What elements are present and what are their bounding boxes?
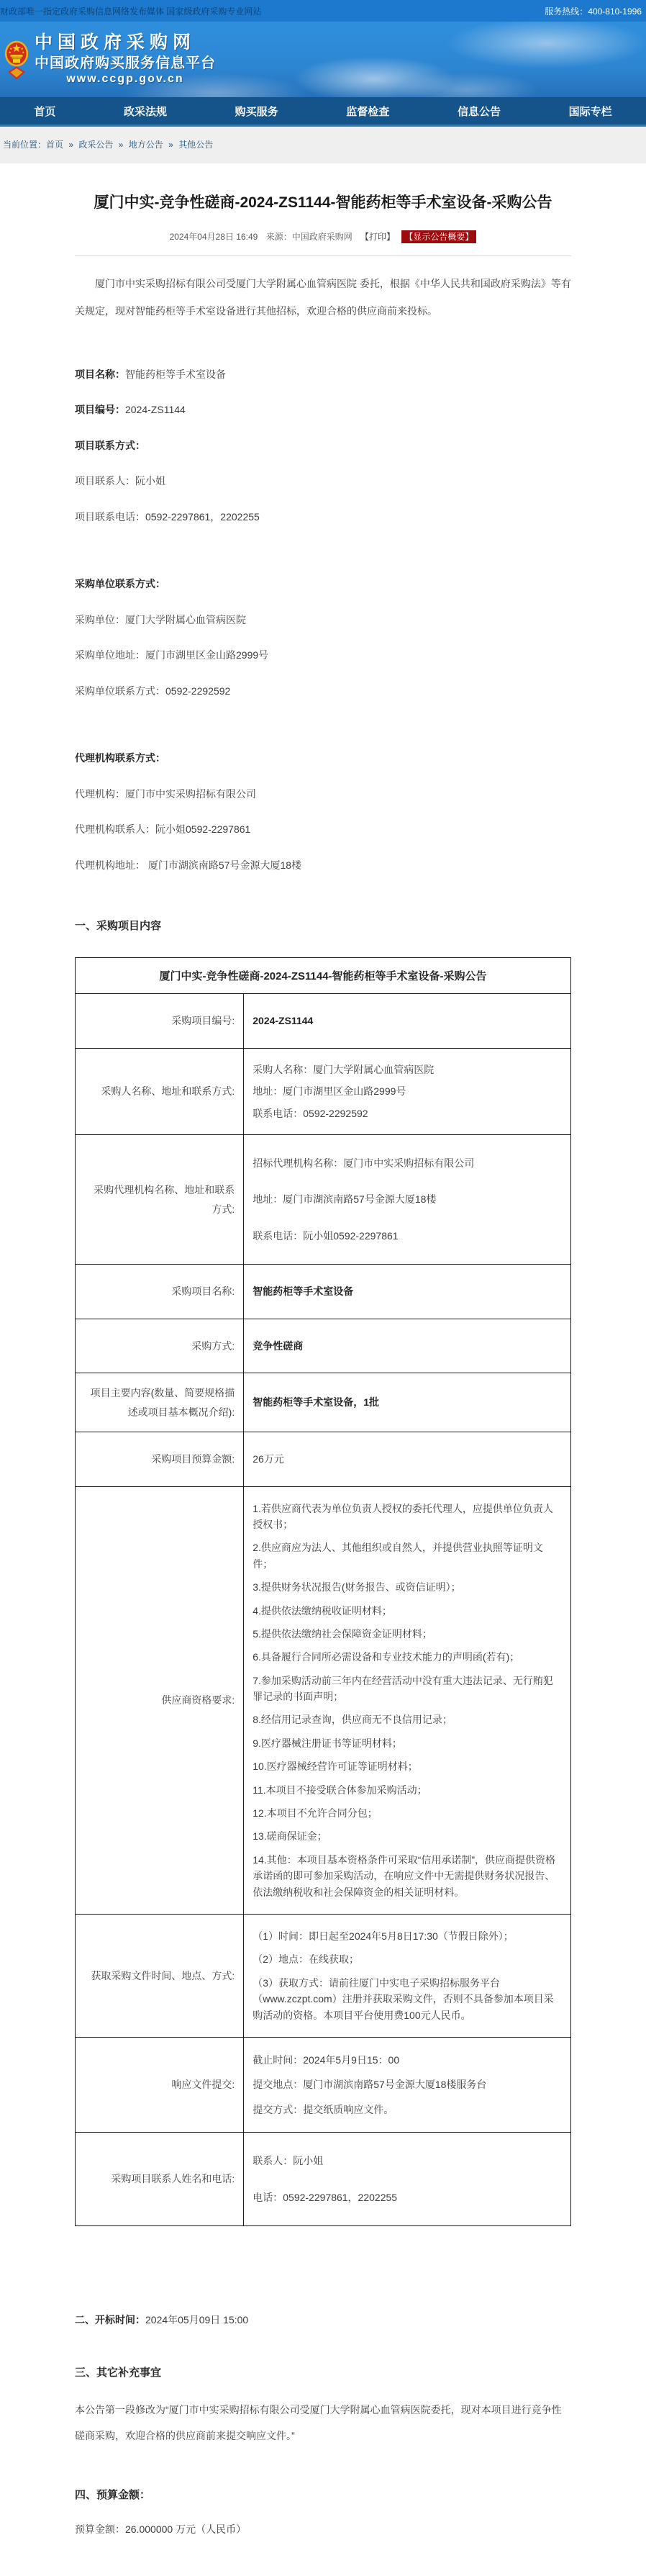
- cell-line: 招标代理机构名称：厦门市中实采购招标有限公司: [253, 1157, 475, 1170]
- nav-item-regulations[interactable]: 政采法规: [123, 105, 167, 118]
- site-banner: [0, 22, 646, 97]
- nav-item-international[interactable]: 国际专栏: [568, 105, 612, 118]
- opening-time-label: 二、开标时间：: [75, 2313, 145, 2326]
- response-submission-cell: [244, 2037, 571, 2132]
- cell-line: 截止时间：2024年5月9日15：00: [253, 2053, 400, 2066]
- table-row: [76, 1319, 571, 1373]
- nav-item-announcements[interactable]: 信息公告: [457, 105, 501, 118]
- qualification-item: 12.本项目不允许合同分包；: [253, 1807, 378, 1820]
- qualification-item: 2.供应商应为法人、其他组织或自然人，并提供营业执照等证明文件；: [253, 1542, 543, 1570]
- agency-info-cell: [244, 1135, 571, 1265]
- row-label: 供应商资格要求:: [76, 1486, 244, 1914]
- qualification-item: 9.医疗器械注册证书等证明材料；: [253, 1737, 402, 1749]
- section-heading-contents: 一、采购项目内容: [75, 920, 162, 933]
- cell-line: 联系人：阮小姐: [253, 2155, 324, 2167]
- field-line: 采购单位联系方式：: [75, 578, 165, 590]
- table-row: [76, 1135, 571, 1265]
- qualification-item: 10.医疗器械经营许可证等证明材料；: [253, 1761, 418, 1773]
- national-emblem-icon: [4, 40, 29, 80]
- budget-value: 26万元: [253, 1453, 284, 1465]
- procurement-table: [75, 957, 571, 2225]
- cell-line: 提交地点：厦门市湖滨南路57号金源大厦18楼服务台: [253, 2079, 487, 2091]
- service-hotline: 服务热线：400-810-1996: [545, 6, 642, 17]
- qualification-item: 3.提供财务状况报告(财务报告、或资信证明）；: [253, 1581, 461, 1594]
- table-row: [76, 1265, 571, 1319]
- breadcrumb-local-announcements[interactable]: 地方公告: [128, 140, 163, 150]
- page-title: 厦门中实-竞争性磋商-2024-ZS1144-智能药柜等手术室设备-采购公告: [94, 194, 552, 211]
- cell-line: 地址：厦门市湖里区金山路2999号: [253, 1085, 406, 1098]
- top-utility-bar: [0, 0, 646, 22]
- table-row: [76, 2133, 571, 2226]
- table-row: [76, 1486, 571, 1914]
- table-row: [76, 2037, 571, 2132]
- nav-item-home[interactable]: 首页: [34, 105, 56, 118]
- site-url: www.ccgp.gov.cn: [66, 72, 184, 85]
- cell-line: 电话：0592-2297861，2202255: [253, 2191, 398, 2203]
- qualification-item: 5.提供依法缴纳社会保障资金证明材料；: [253, 1627, 432, 1640]
- cell-line: 联系电话：0592-2292592: [253, 1107, 368, 1119]
- table-row: [76, 994, 571, 1048]
- site-slogan: 财政部唯一指定政府采购信息网络发布媒体 国家级政府采购专业网站: [0, 6, 262, 17]
- section-heading-budget: 四、预算金额：: [75, 2488, 151, 2501]
- site-logo[interactable]: [0, 33, 216, 85]
- field-line: 项目联系电话：0592-2297861，2202255: [75, 510, 260, 523]
- field-line: 项目联系人：阮小姐: [75, 475, 165, 487]
- opening-time-value: 2024年05月09日 15:00: [145, 2313, 249, 2326]
- cell-line: （1）时间：即日起至2024年5月8日17:30（节假日除外）；: [253, 1930, 514, 1942]
- cell-line: 地址：厦门市湖滨南路57号金源大厦18楼: [253, 1193, 437, 1206]
- article-content: [75, 163, 571, 2558]
- cell-line: （2）地点：在线获取；: [253, 1953, 360, 1966]
- article-source: 来源：中国政府采购网: [265, 232, 352, 243]
- qualification-item: 6.具备履行合同所必需设备和专业技术能力的声明函(若有)；: [253, 1651, 520, 1663]
- project-contact-cell: [244, 2133, 571, 2226]
- table-row: [76, 958, 571, 994]
- table-row: [76, 1915, 571, 2038]
- qualification-item: 8.经信用记录查询，供应商无不良信用记录；: [253, 1714, 452, 1726]
- row-label: 采购方式:: [76, 1319, 244, 1373]
- breadcrumb-separator: »: [118, 140, 124, 150]
- table-title-cell: 厦门中实-竞争性磋商-2024-ZS1144-智能药柜等手术室设备-采购公告: [76, 958, 571, 994]
- cell-line: 联系电话：阮小姐0592-2297861: [253, 1229, 399, 1242]
- row-label: 项目主要内容(数量、简要规格描述或项目基本概况介绍):: [76, 1373, 244, 1432]
- row-label: 采购项目预算金额:: [76, 1432, 244, 1486]
- project-info-group: [75, 357, 571, 535]
- field-line: 项目联系方式：: [75, 439, 145, 451]
- document-acquisition-cell: [244, 1915, 571, 2038]
- other-notes-paragraph: 本公告第一段修改为“厦门市中实采购招标有限公司受厦门大学附属心血管病医院委托，现对本项目进行竞争性磋商采购，欢迎合格的供应商前来提交响应文件。”: [75, 2403, 562, 2442]
- row-label: 获取采购文件时间、地点、方式:: [76, 1915, 244, 2038]
- project-number-value: 2024-ZS1144: [253, 1015, 314, 1027]
- field-line: 项目名称：智能药柜等手术室设备: [75, 368, 226, 380]
- breadcrumb-separator: »: [168, 140, 173, 150]
- row-label: 采购项目名称:: [76, 1265, 244, 1319]
- field-line: 代理机构联系人：阮小姐0592-2297861: [75, 823, 251, 836]
- site-logo-text: [35, 33, 216, 85]
- qualification-item: 4.提供依法缴纳税收证明材料；: [253, 1604, 392, 1617]
- budget-amount-line: 预算金额：26.000000 万元（人民币）: [75, 2523, 247, 2535]
- opening-time-line: [75, 2313, 571, 2327]
- cell-line: （3）获取方式：请前往厦门中实电子采购招标服务平台（www.zczpt.com）注册并获取采购文件，否则不具备参加本项目采购活动的资格。本项目平台使用费100元人民币。: [253, 1976, 554, 2021]
- field-line: 代理机构地址： 厦门市湖滨南路57号金源大厦18楼: [75, 859, 302, 871]
- row-label: 采购人名称、地址和联系方式:: [76, 1048, 244, 1134]
- breadcrumb-separator: »: [68, 140, 74, 150]
- qualification-item: 13.磋商保证金；: [253, 1830, 327, 1843]
- qualification-item: 14.其他：本项目基本资格条件可采取“信用承诺制”，供应商提供资格承诺函的即可参加采购活动，在响应文件中无需提供财务状况报告、依法缴纳税收和社会保障资金的相关证明材料。: [253, 1853, 556, 1898]
- breadcrumb: [0, 127, 646, 163]
- breadcrumb-other-announcements[interactable]: 其他公告: [178, 140, 214, 150]
- agency-contact-group: [75, 741, 571, 883]
- print-button[interactable]: 【打印】: [360, 232, 396, 243]
- supplier-qualifications-cell: [244, 1486, 571, 1914]
- intro-paragraph: 厦门市中实采购招标有限公司受厦门大学附属心血管病医院 委托，根据《中华人民共和国政府采购法》等有关规定，现对智能药柜等手术室设备进行其他招标，欢迎合格的供应商前来投标。: [75, 278, 571, 317]
- breadcrumb-gov-announcements[interactable]: 政采公告: [78, 140, 114, 150]
- field-line: 采购单位地址：厦门市湖里区金山路2999号: [75, 649, 269, 661]
- field-line: 采购单位联系方式：0592-2292592: [75, 684, 231, 697]
- article-meta: [75, 230, 571, 243]
- row-label: 响应文件提交:: [76, 2037, 244, 2132]
- project-name-value: 智能药柜等手术室设备: [253, 1285, 354, 1298]
- table-row: [76, 1432, 571, 1486]
- field-line: 项目编号：2024-ZS1144: [75, 404, 186, 416]
- field-line: 代理机构联系方式：: [75, 752, 165, 764]
- purchaser-contact-group: [75, 566, 571, 709]
- breadcrumb-prefix: 当前位置：: [3, 140, 47, 150]
- section-heading-other: 三、其它补充事宜: [75, 2366, 162, 2379]
- cell-line: 采购人名称：厦门大学附属心血管病医院: [253, 1063, 435, 1075]
- project-content-value: 智能药柜等手术室设备，1批: [253, 1396, 380, 1409]
- cell-line: 提交方式：提交纸质响应文件。: [253, 2103, 394, 2115]
- nav-item-supervision[interactable]: 监督检查: [346, 105, 390, 118]
- qualification-item: 11.本项目不接受联合体参加采购活动；: [253, 1784, 427, 1796]
- qualification-item: 1.若供应商代表为单位负责人授权的委托代理人，应提供单位负责人授权书；: [253, 1502, 553, 1530]
- breadcrumb-home[interactable]: 首页: [46, 140, 64, 150]
- site-name: 中国政府采购网: [35, 32, 196, 53]
- nav-item-purchase-service[interactable]: 购买服务: [235, 105, 278, 118]
- purchaser-info-cell: [244, 1048, 571, 1134]
- main-nav: [0, 97, 646, 127]
- show-summary-button[interactable]: 【显示公告概要】: [401, 230, 476, 243]
- table-row: [76, 1373, 571, 1432]
- table-row: [76, 1048, 571, 1134]
- row-label: 采购项目联系人姓名和电话:: [76, 2133, 244, 2226]
- publish-date: 2024年04月28日 16:49: [169, 232, 258, 243]
- qualification-item: 7.参加采购活动前三年内在经营活动中没有重大违法记录、无行贿犯罪记录的书面声明；: [253, 1674, 553, 1703]
- row-label: 采购代理机构名称、地址和联系方式:: [76, 1135, 244, 1265]
- site-subname: 中国政府购买服务信息平台: [35, 55, 216, 71]
- field-line: 代理机构：厦门市中实采购招标有限公司: [75, 787, 256, 800]
- field-line: 采购单位：厦门大学附属心血管病医院: [75, 613, 246, 625]
- row-label: 采购项目编号:: [76, 994, 244, 1048]
- procurement-method-value: 竞争性磋商: [253, 1339, 304, 1352]
